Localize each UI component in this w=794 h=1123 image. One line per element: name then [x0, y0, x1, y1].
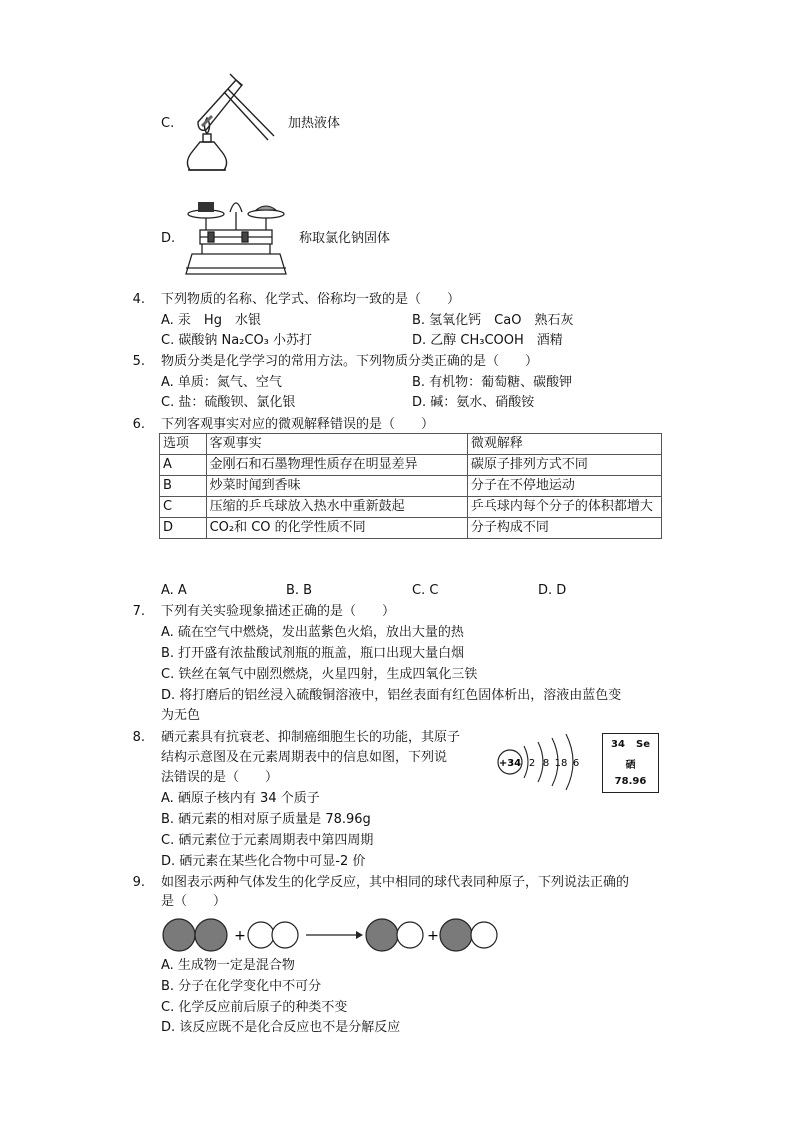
- table-cell: B: [160, 476, 207, 497]
- white-atom: [397, 922, 423, 948]
- question-5-option-d[interactable]: D. 碱：氨水、硝酸铵: [412, 395, 535, 410]
- white-atom: [471, 922, 497, 948]
- heating-liquid-illustration: [178, 70, 286, 178]
- table-cell: 碳原子排列方式不同: [467, 455, 661, 476]
- plus-sign: +: [427, 928, 439, 944]
- balance-scale-illustration: [180, 192, 292, 280]
- table-row: [160, 497, 662, 518]
- question-8-stem-line-3: 法错误的是（ ）: [161, 770, 279, 785]
- figure-d-caption: 称取氯化钠固体: [299, 231, 391, 246]
- question-8-stem-line-1: 硒元素具有抗衰老、抑制癌细胞生长的功能，其原子: [161, 730, 461, 745]
- question-6-option-d[interactable]: D. D: [538, 583, 567, 598]
- question-5-number: 5.: [132, 354, 145, 369]
- question-7-option-a[interactable]: A. 硫在空气中燃烧，发出蓝紫色火焰，放出大量的热: [161, 625, 464, 640]
- question-9-number: 9.: [132, 875, 145, 890]
- table-cell: 压缩的乒乓球放入热水中重新鼓起: [206, 497, 467, 518]
- question-6-stem: 下列客观事实对应的微观解释错误的是（ ）: [161, 417, 435, 432]
- question-9-stem-line-1: 如图表示两种气体发生的化学反应，其中相同的球代表同种原子，下列说法正确的: [161, 875, 630, 890]
- reaction-diagram: [160, 916, 505, 954]
- table-header-cell: 选项: [160, 434, 207, 455]
- element-name: 硒: [625, 760, 636, 771]
- electron-shell-2: 8: [542, 758, 550, 769]
- table-cell: 炒菜时闻到香味: [206, 476, 467, 497]
- question-9-option-b[interactable]: B. 分子在化学变化中不可分: [161, 979, 322, 994]
- question-8-option-d[interactable]: D. 硒元素在某些化合物中可显-2 价: [161, 854, 366, 869]
- question-5-stem: 物质分类是化学学习的常用方法。下列物质分类正确的是（ ）: [161, 354, 539, 369]
- question-4-option-d[interactable]: D. 乙醇 CH₃COOH 酒精: [412, 333, 563, 348]
- question-8-option-b[interactable]: B. 硒元素的相对原子质量是 78.96g: [161, 812, 371, 827]
- table-row: [160, 518, 662, 539]
- question-5-option-a[interactable]: A. 单质：氮气、空气: [161, 375, 282, 390]
- question-8-option-c[interactable]: C. 硒元素位于元素周期表中第四周期: [161, 833, 374, 848]
- electron-shell-1: 2: [528, 758, 536, 769]
- question-4-option-b[interactable]: B. 氢氧化钙 CaO 熟石灰: [412, 313, 574, 328]
- question-6-option-b[interactable]: B. B: [286, 583, 313, 598]
- question-5-option-b[interactable]: B. 有机物：葡萄糖、碳酸钾: [412, 375, 573, 390]
- gray-atom: [195, 919, 227, 951]
- gray-atom: [440, 919, 472, 951]
- question-9-option-a[interactable]: A. 生成物一定是混合物: [161, 958, 295, 973]
- question-7-option-d-continued[interactable]: 为无色: [161, 708, 201, 723]
- question-8-number: 8.: [132, 730, 145, 745]
- question-8-option-a[interactable]: A. 硒原子核内有 34 个质子: [161, 791, 320, 806]
- atomic-number: 34: [611, 739, 625, 750]
- table-header-cell: 客观事实: [206, 434, 467, 455]
- electron-shell-4: 6: [572, 758, 580, 769]
- white-atom: [272, 922, 298, 948]
- option-d-letter: D.: [161, 231, 176, 246]
- question-6-table: [159, 433, 662, 539]
- question-6-option-c[interactable]: C. C: [412, 583, 439, 598]
- nucleus-charge: +34: [498, 758, 522, 769]
- question-7-option-d[interactable]: D. 将打磨后的铝丝浸入硫酸铜溶液中，铝丝表面有红色固体析出，溶液由蓝色变: [161, 688, 622, 703]
- table-cell: D: [160, 518, 207, 539]
- question-9-option-c[interactable]: C. 化学反应前后原子的种类不变: [161, 1000, 348, 1015]
- white-atom: [248, 922, 274, 948]
- table-cell: 金刚石和石墨物理性质存在明显差异: [206, 455, 467, 476]
- table-cell: CO₂和 CO 的化学性质不同: [206, 518, 467, 539]
- gray-atom: [163, 919, 195, 951]
- question-9-stem-line-2: 是（ ）: [161, 894, 227, 909]
- table-cell: 分子在不停地运动: [467, 476, 661, 497]
- question-9-option-d[interactable]: D. 该反应既不是化合反应也不是分解反应: [161, 1020, 401, 1035]
- table-row: [160, 455, 662, 476]
- question-4-number: 4.: [132, 292, 145, 307]
- electron-shell-3: 18: [554, 758, 568, 769]
- table-header-row: [160, 434, 662, 455]
- periodic-table-tile: [602, 733, 659, 793]
- question-7-stem: 下列有关实验现象描述正确的是（ ）: [161, 604, 396, 619]
- table-cell: C: [160, 497, 207, 518]
- question-5-option-c[interactable]: C. 盐：硫酸钡、氯化银: [161, 395, 296, 410]
- plus-sign: +: [234, 928, 246, 944]
- table-cell: A: [160, 455, 207, 476]
- figure-c-caption: 加热液体: [288, 116, 341, 131]
- question-7-option-c[interactable]: C. 铁丝在氧气中剧烈燃烧，火星四射，生成四氧化三铁: [161, 667, 478, 682]
- question-7-number: 7.: [132, 604, 145, 619]
- arrow-head: [356, 931, 363, 939]
- element-symbol: Se: [636, 739, 650, 750]
- question-4-option-c[interactable]: C. 碳酸钠 Na₂CO₃ 小苏打: [161, 333, 313, 348]
- selenium-atom-diagram: [494, 732, 590, 792]
- question-7-option-b[interactable]: B. 打开盛有浓盐酸试剂瓶的瓶盖，瓶口出现大量白烟: [161, 646, 465, 661]
- question-6-number: 6.: [132, 417, 145, 432]
- option-c-letter: C.: [161, 116, 175, 131]
- question-8-stem-line-2: 结构示意图及在元素周期表中的信息如图，下列说: [161, 750, 448, 765]
- table-header-cell: 微观解释: [467, 434, 661, 455]
- table-cell: 分子构成不同: [467, 518, 661, 539]
- question-4-stem: 下列物质的名称、化学式、俗称均一致的是（ ）: [161, 292, 461, 307]
- question-4-option-a[interactable]: A. 汞 Hg 水银: [161, 313, 261, 328]
- question-6-option-a[interactable]: A. A: [161, 583, 187, 598]
- gray-atom: [366, 919, 398, 951]
- atomic-mass: 78.96: [614, 776, 647, 787]
- table-row: [160, 476, 662, 497]
- table-cell: 乒乓球内每个分子的体积都增大: [467, 497, 661, 518]
